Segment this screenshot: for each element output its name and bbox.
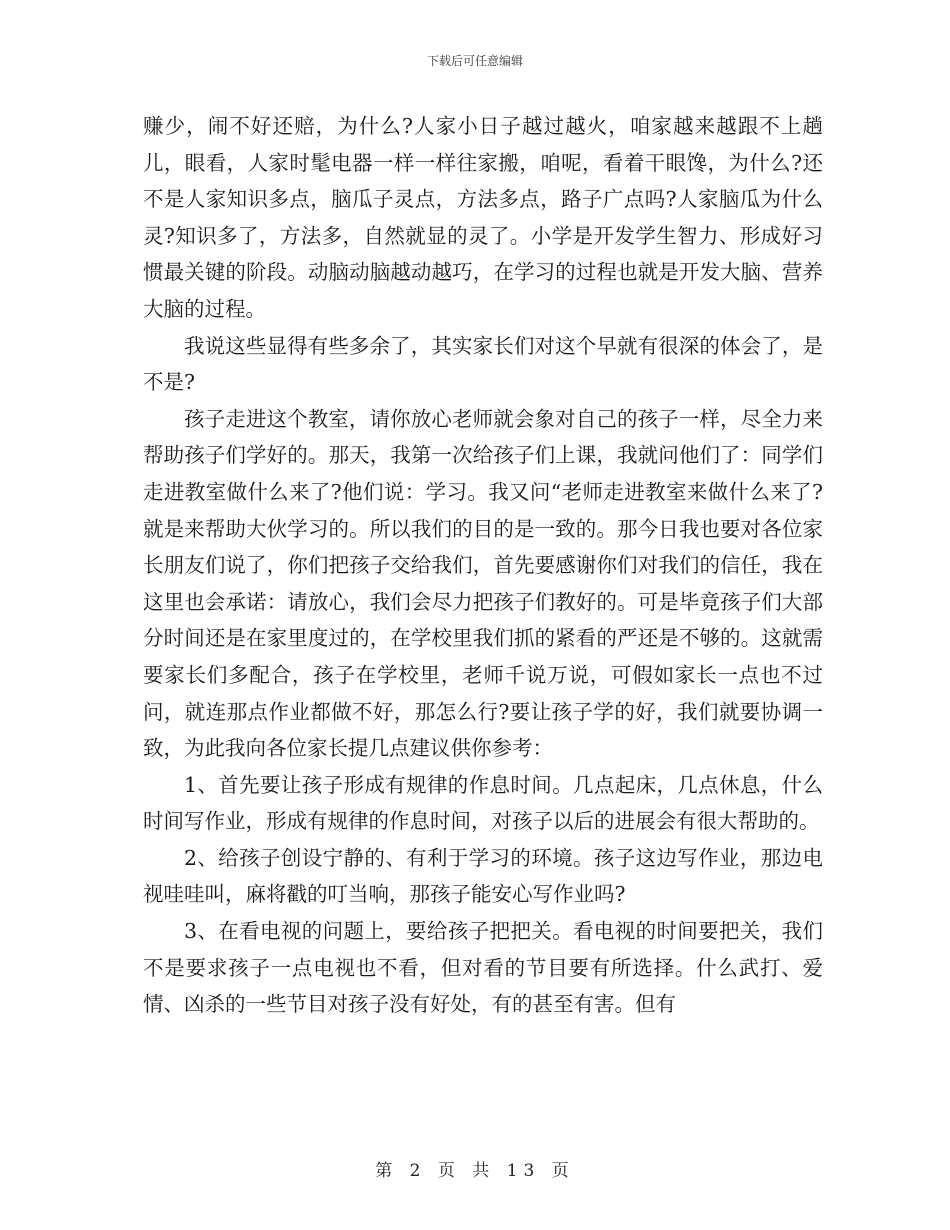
page-footer: 第 2 页 共 13 页 <box>375 1161 575 1181</box>
paragraph-5: 2、给孩子创设宁静的、有利于学习的环境。孩子这边写作业，那边电视哇哇叫，麻将戳的叮当响，那孩子能安心写作业吗? <box>143 845 823 907</box>
paragraph-1: 赚少，闹不好还赔，为什么?人家小日子越过越火，咱家越来越跟不上趟儿，眼看，人家时髦电器一样一样往家搬，咱呢，看着干眼馋，为什么?还不是人家知识多点，脑瓜子灵点，方法多点，路子广点吗?人家脑瓜为什么灵?知识多了，方法多，自然就显的灵了。小学是开发学生智力、形成好习惯最关键的阶段。动脑动脑越动越巧，在学习的过程也就是开发大脑、营养大脑的过程。 <box>143 114 823 321</box>
paragraph-2: 我说这些显得有些多余了，其实家长们对这个早就有很深的体会了，是不是? <box>143 333 823 395</box>
paragraph-3: 孩子走进这个教室，请你放心老师就会象对自己的孩子一样，尽全力来帮助孩子们学好的。那天，我第一次给孩子们上课，我就问他们了：同学们走进教室做什么来了?他们说：学习。我又问“老师走进教室来做什么来了?就是来帮助大伙学习的。所以我们的目的是一致的。那今日我也要对各位家长朋友们说了，你们把孩子交给我们，首先要感谢你们对我们的信任，我在这里也会承诺：请放心，我们会尽力把孩子们教好的。可是毕竟孩子们大部分时间还是在家里度过的，在学校里我们抓的紧看的严还是不够的。这就需要家长们多配合，孩子在学校里，老师千说万说，可假如家长一点也不过问，就连那点作业都做不好，那怎么行?要让孩子学的好，我们就要协调一致，为此我向各位家长提几点建议供你参考： <box>143 406 823 761</box>
paragraph-4: 1、首先要让孩子形成有规律的作息时间。几点起床，几点休息，什么时间写作业，形成有规律的作息时间，对孩子以后的进展会有很大帮助的。 <box>143 772 823 834</box>
paragraph-6: 3、在看电视的问题上，要给孩子把把关。看电视的时间要把关，我们不是要求孩子一点电视也不看，但对看的节目要有所选择。什么武打、爱情、凶杀的一些节目对孩子没有好处，有的甚至有害。但有 <box>143 919 823 1017</box>
page-header: 下载后可任意编辑 <box>426 54 523 68</box>
body-text <box>143 108 823 1023</box>
